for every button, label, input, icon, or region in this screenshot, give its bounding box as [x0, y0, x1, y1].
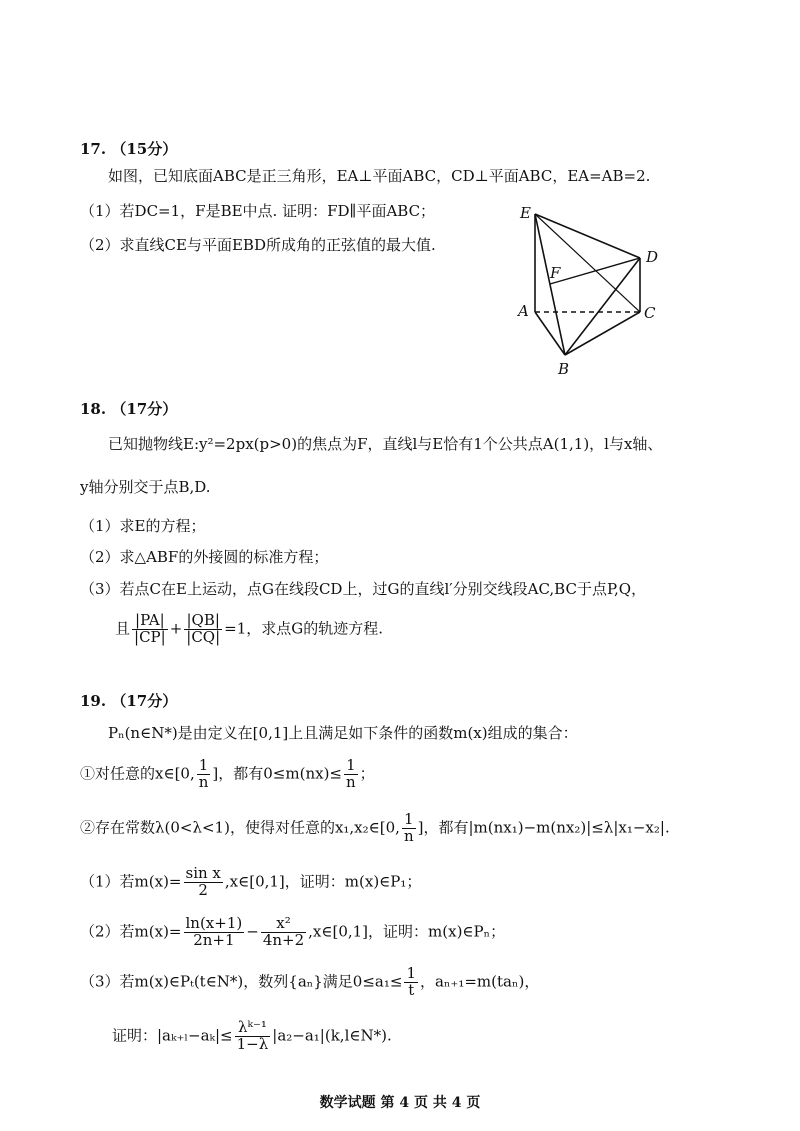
label-A: A — [518, 302, 529, 320]
edge-CB — [565, 312, 640, 355]
frac-den: |CP| — [134, 627, 166, 646]
q17-header: 17. （15分） — [80, 140, 178, 158]
q18-intro-2: y轴分别交于点B,D. — [80, 478, 211, 496]
q18-header: 18. （17分） — [80, 400, 178, 418]
part2-post: ,x∈[0,1]，证明：m(x)∈Pₙ； — [308, 922, 506, 941]
cond1-pre: ①对任意的x∈[0, — [80, 764, 195, 783]
frac-den: n — [346, 772, 356, 791]
frac-ln — [184, 916, 245, 949]
frac-num: 1 — [402, 812, 416, 829]
q18-part2: （2）求△ABF的外接圆的标准方程； — [80, 548, 329, 566]
frac-den: |CQ| — [186, 627, 221, 646]
frac-x2 — [261, 916, 306, 949]
frac-den: n — [198, 772, 209, 791]
q17-intro: 如图，已知底面ABC是正三角形，EA⊥平面ABC，CD⊥平面ABC，EA=AB=2. — [108, 167, 651, 185]
q19-part3 — [80, 966, 539, 999]
q18-part3: （3）若点C在E上运动，点G在线段CD上，过G的直线l′分别交线段AC,BC于点P,Q， — [80, 580, 647, 598]
q19-part2 — [80, 916, 505, 949]
frac-den: 2 — [198, 880, 208, 899]
frac-1-over-n — [402, 812, 416, 845]
frac-sinx-2 — [184, 866, 223, 899]
q18-cond-pre: 且 — [115, 619, 131, 638]
part3-pre: （3）若m(x)∈Pₜ(t∈N*)，数列{aₙ}满足0≤a₁≤ — [80, 972, 403, 991]
q18-frac-qb-cq — [184, 613, 222, 646]
frac-num: λᵏ⁻¹ — [235, 1020, 271, 1037]
cond2-post: ]，都有|m(nx₁)−m(nx₂)|≤λ|x₁−x₂|. — [417, 818, 670, 837]
frac-den: 4n+2 — [262, 930, 305, 949]
q18-part3-condition — [115, 613, 383, 646]
q17-part2: （2）求直线CE与平面EBD所成角的正弦值的最大值. — [80, 236, 436, 254]
frac-num: |PA| — [132, 613, 168, 630]
frac-lambda — [235, 1020, 271, 1053]
q19-cond1 — [80, 758, 375, 791]
frac-num: 1 — [344, 758, 358, 775]
cond1-mid: ]，都有0≤m(nx)≤ — [212, 764, 342, 783]
part3-post: ，aₙ₊₁=m(taₙ)， — [420, 972, 540, 991]
label-B: B — [558, 360, 570, 378]
proof-post: |a₂−a₁|(k,l∈N*). — [272, 1026, 392, 1045]
edge-DB — [565, 258, 640, 355]
q18-part1: （1）求E的方程； — [80, 517, 206, 535]
frac-num: ln(x+1) — [185, 914, 243, 932]
frac-1-over-t — [404, 966, 418, 999]
q19-proof — [112, 1020, 392, 1053]
frac-num: sin x — [185, 864, 221, 882]
q18-cond-post: =1，求点G的轨迹方程. — [224, 619, 384, 638]
part1-pre: （1）若m(x)= — [80, 872, 182, 891]
label-E: E — [520, 204, 531, 222]
page-footer: 数学试题 第 4 页 共 4 页 — [319, 1095, 481, 1111]
q19-part1 — [80, 866, 421, 899]
plus-sign: + — [169, 619, 183, 638]
frac-num: x² — [261, 916, 306, 933]
part1-post: ,x∈[0,1]，证明：m(x)∈P₁； — [224, 872, 422, 891]
frac-den: t — [408, 980, 415, 999]
frac-den: 1−λ — [236, 1034, 269, 1053]
minus-sign: − — [246, 922, 259, 941]
q17-part1: （1）若DC=1，F是BE中点. 证明：FD∥平面ABC； — [80, 202, 436, 220]
edge-FD — [550, 258, 640, 284]
cond2-pre: ②存在常数λ(0<λ<1)，使得对任意的x₁,x₂∈[0, — [80, 818, 400, 837]
q17-figure — [510, 200, 670, 380]
cond1-post: ； — [359, 764, 375, 783]
label-F: F — [550, 264, 561, 282]
proof-pre: 证明：|aₖ₊ₗ−aₖ|≤ — [112, 1026, 233, 1045]
q19-header: 19. （17分） — [80, 692, 178, 710]
frac-1-over-n — [344, 758, 358, 791]
label-C: C — [644, 304, 656, 322]
q19-cond2 — [80, 812, 670, 845]
label-D: D — [646, 248, 659, 266]
edge-ED — [535, 214, 640, 258]
q18-frac-pa-cp — [132, 613, 168, 646]
frac-den: n — [403, 826, 414, 845]
frac-num: 1 — [406, 964, 416, 982]
frac-num: 1 — [197, 758, 211, 775]
q18-intro-1: 已知抛物线E:y²=2px(p>0)的焦点为F，直线l与E恰有1个公共点A(1,1)，l与x轴、 — [108, 435, 663, 453]
frac-den: 2n+1 — [193, 930, 235, 949]
part2-pre: （2）若m(x)= — [80, 922, 182, 941]
frac-1-over-n — [197, 758, 211, 791]
q19-intro: Pₙ(n∈N*)是由定义在[0,1]上且满足如下条件的函数m(x)组成的集合： — [108, 724, 578, 742]
frac-num: |QB| — [184, 613, 222, 630]
